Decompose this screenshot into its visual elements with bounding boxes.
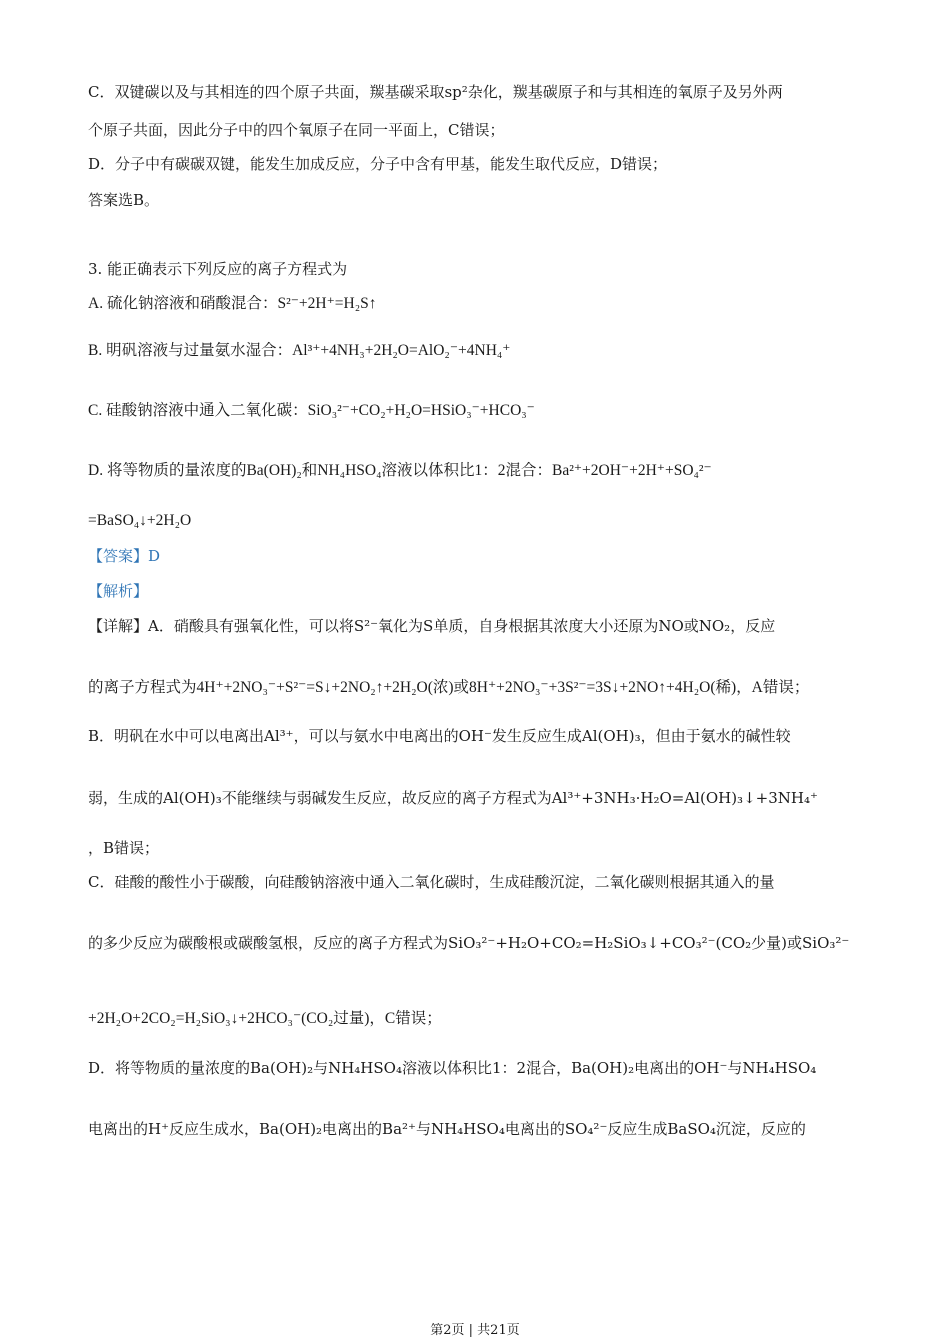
detail-a-line1-text: A．硝酸具有强氧化性，可以将S²⁻氧化为S单质，自身根据其浓度大小还原为NO或NO₂，反应 — [148, 617, 776, 635]
detail-b-line1: B．明矾在水中可以电离出Al³⁺，可以与氨水中电离出的OH⁻发生反应生成Al(OH)₃，但由于氨水的碱性较 — [88, 727, 791, 745]
detail-a-line1 — [88, 615, 775, 637]
detail-c-line2: 的多少反应为碳酸根或碳酸氢根，反应的离子方程式为SiO₃²⁻+H₂O+CO₂=H₂SiO₃↓+CO₃²⁻(CO₂少量)或SiO₃²⁻ — [88, 934, 850, 952]
option-d-line2: =BaSO₄↓+2H₂O — [88, 512, 192, 529]
detail-a-line2: 的离子方程式为4H⁺+2NO₃⁻+S²⁻=S↓+2NO₂↑+2H₂O(浓)或8H⁺+2NO₃⁻+3S²⁻=3S↓+2NO↑+4H₂O(稀)，A错误； — [88, 679, 810, 696]
detail-tag: 【详解】 — [88, 617, 149, 635]
prev-solution-d-line: D．分子中有碳碳双键，能发生加成反应，分子中含有甲基，能发生取代反应，D错误； — [88, 155, 668, 173]
prev-solution-c-line1: C．双键碳以及与其相连的四个原子共面，羰基碳采取sp²杂化，羰基碳原子和与其相连的氧原子及另外两 — [88, 83, 783, 101]
detail-c-line3: +2H₂O+2CO₂=H₂SiO₃↓+2HCO₃⁻(CO₂过量)，C错误； — [88, 1010, 442, 1027]
answer-tag: 【答案】D — [88, 547, 161, 565]
option-c: C. 硅酸钠溶液中通入二氧化碳：SiO₃²⁻+CO₂+H₂O=HSiO₃⁻+HCO₃⁻ — [88, 402, 535, 419]
question-stem: 3. 能正确表示下列反应的离子方程式为 — [88, 260, 348, 278]
detail-d-line2: 电离出的H⁺反应生成水，Ba(OH)₂电离出的Ba²⁺与NH₄HSO₄电离出的SO₄²⁻反应生成BaSO₄沉淀，反应的 — [88, 1120, 806, 1138]
analysis-tag: 【解析】 — [88, 582, 149, 600]
option-a: A. 硫化钠溶液和硝酸混合：S²⁻+2H⁺=H₂S↑ — [88, 295, 377, 312]
option-b: B. 明矾溶液与过量氨水湿合：Al³⁺+4NH₃+2H₂O=AlO₂⁻+4NH₄⁺ — [88, 342, 511, 359]
prev-answer-line: 答案选B。 — [88, 191, 160, 209]
page-footer: 第2页 | 共21页 — [430, 1323, 520, 1338]
option-d-line1: D. 将等物质的量浓度的Ba(OH)₂和NH₄HSO₄溶液以体积比1：2混合：Ba²⁺+2OH⁻+2H⁺+SO₄²⁻ — [88, 462, 712, 479]
prev-solution-c-line2: 个原子共面，因此分子中的四个氧原子在同一平面上，C错误； — [88, 121, 505, 139]
detail-b-line2: 弱，生成的Al(OH)₃不能继续与弱碱发生反应，故反应的离子方程式为Al³⁺+3NH₃·H₂O=Al(OH)₃↓+3NH₄⁺ — [88, 789, 818, 807]
detail-d-line1: D．将等物质的量浓度的Ba(OH)₂与NH₄HSO₄溶液以体积比1：2混合，Ba(OH)₂电离出的OH⁻与NH₄HSO₄ — [88, 1059, 817, 1077]
detail-c-line1: C．硅酸的酸性小于碳酸，向硅酸钠溶液中通入二氧化碳时，生成硅酸沉淀，二氧化碳则根据其通入的量 — [88, 873, 775, 891]
detail-b-line3: ，B错误； — [88, 839, 160, 857]
